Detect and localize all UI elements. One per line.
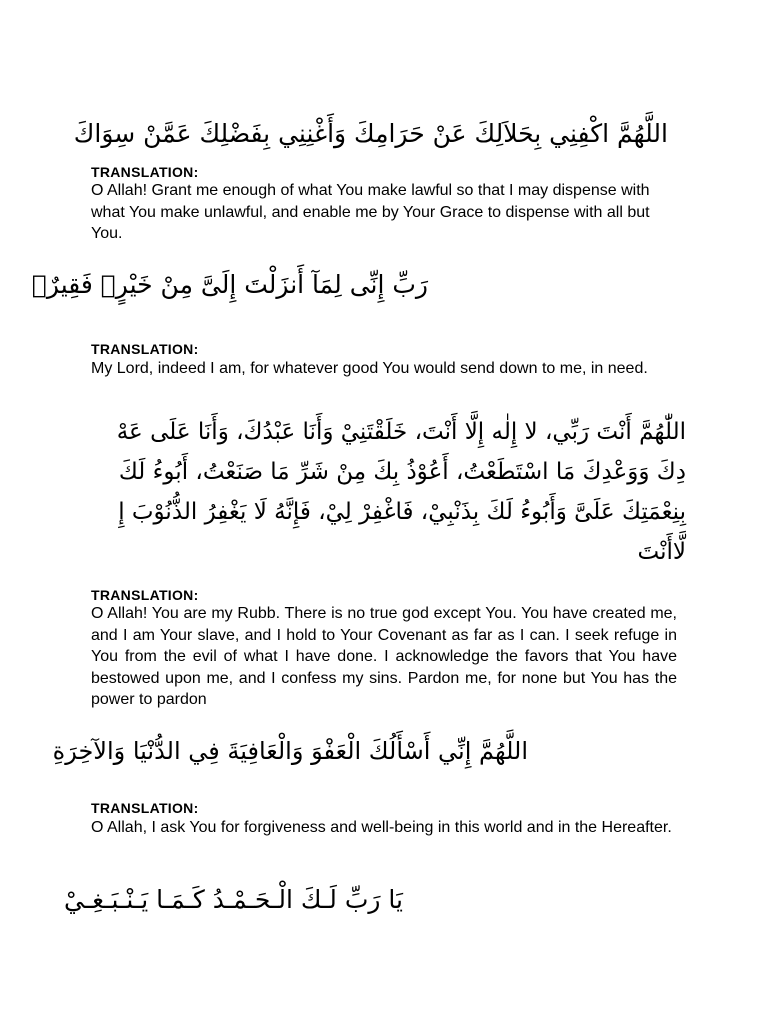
dua-arabic-3-line-2: دِكَ وَوَعْدِكَ مَا اسْتَطَعْتُ، أَعُوْذُ بِكَ مِنْ شَرِّ مَا صَنَعْتُ، أَبُوءُ لَكَ xyxy=(118,459,686,485)
dua-arabic-1: اللَّهُمَّ اكْفِنِي بِحَلاَلِكَ عَنْ حَرَامِكَ وَأَغْنِنِي بِفَضْلِكَ عَمَّنْ سِوَاكَ xyxy=(73,119,668,148)
translation-label-4: TRANSLATION: xyxy=(91,800,199,816)
dua-arabic-3-line-3: بِنِعْمَتِكَ عَلَىَّ وَأَبُوءُ لَكَ بِذَنْبِيْ، فَاغْفِرْ لِيْ، فَإِنَّهُ لَا يَغْفِرُ الذُّنُوْبَ إِ xyxy=(118,499,686,525)
dua-arabic-3 xyxy=(86,412,686,572)
dua-arabic-4: اللَّهُمَّ إِنِّي أَسْأَلُكَ الْعَفْوَ وَالْعَافِيَةَ فِي الدُّنْيَا وَالآخِرَةِ xyxy=(52,737,528,765)
dua-arabic-3-line-1: اللّٰهُمَّ أَنْتَ رَبِّي، لا إِلٰه إِلَّا أَنْتَ، خَلَقْتَنِيْ وَأَنَا عَبْدُكَ، وَأَنَا عَلَى عَهْ xyxy=(116,419,686,445)
translation-label-2: TRANSLATION: xyxy=(91,341,199,357)
translation-label-1: TRANSLATION: xyxy=(91,164,199,180)
dua-arabic-3-line-4: لَّاأَنْتَ xyxy=(637,539,686,565)
translation-text-1: O Allah! Grant me enough of what You make lawful so that I may dispense with what You make unlawful, and enable me by Your Grace to dispense with all but You. xyxy=(91,182,650,242)
translation-text-2: My Lord, indeed I am, for whatever good You would send down to me, in need. xyxy=(91,360,648,377)
dua-arabic-5: يَا رَبِّ لَـكَ الْـحَـمْـدُ كَـمَـا يَـنْـبَـغِـيْ xyxy=(63,885,403,914)
translation-text-3: O Allah! You are my Rubb. There is no true god except You. You have created me, and I am Your slave, and I hold to Your Covenant as far as I can. I seek refuge in You from the evil of what I have done. I acknowledge the favors that You have bestowed upon me, and I confess my sins. Pardon me, for none but You has the power to pardon xyxy=(91,605,677,708)
dua-arabic-2: رَبِّ إِنِّى لِمَآ أَنزَلْتَ إِلَىَّ مِنْ خَيْرٍۢ فَقِيرٌۭ xyxy=(31,270,428,299)
translation-text-4: O Allah, I ask You for forgiveness and well-being in this world and in the Hereafter. xyxy=(91,819,672,836)
translation-label-3: TRANSLATION: xyxy=(91,587,199,603)
